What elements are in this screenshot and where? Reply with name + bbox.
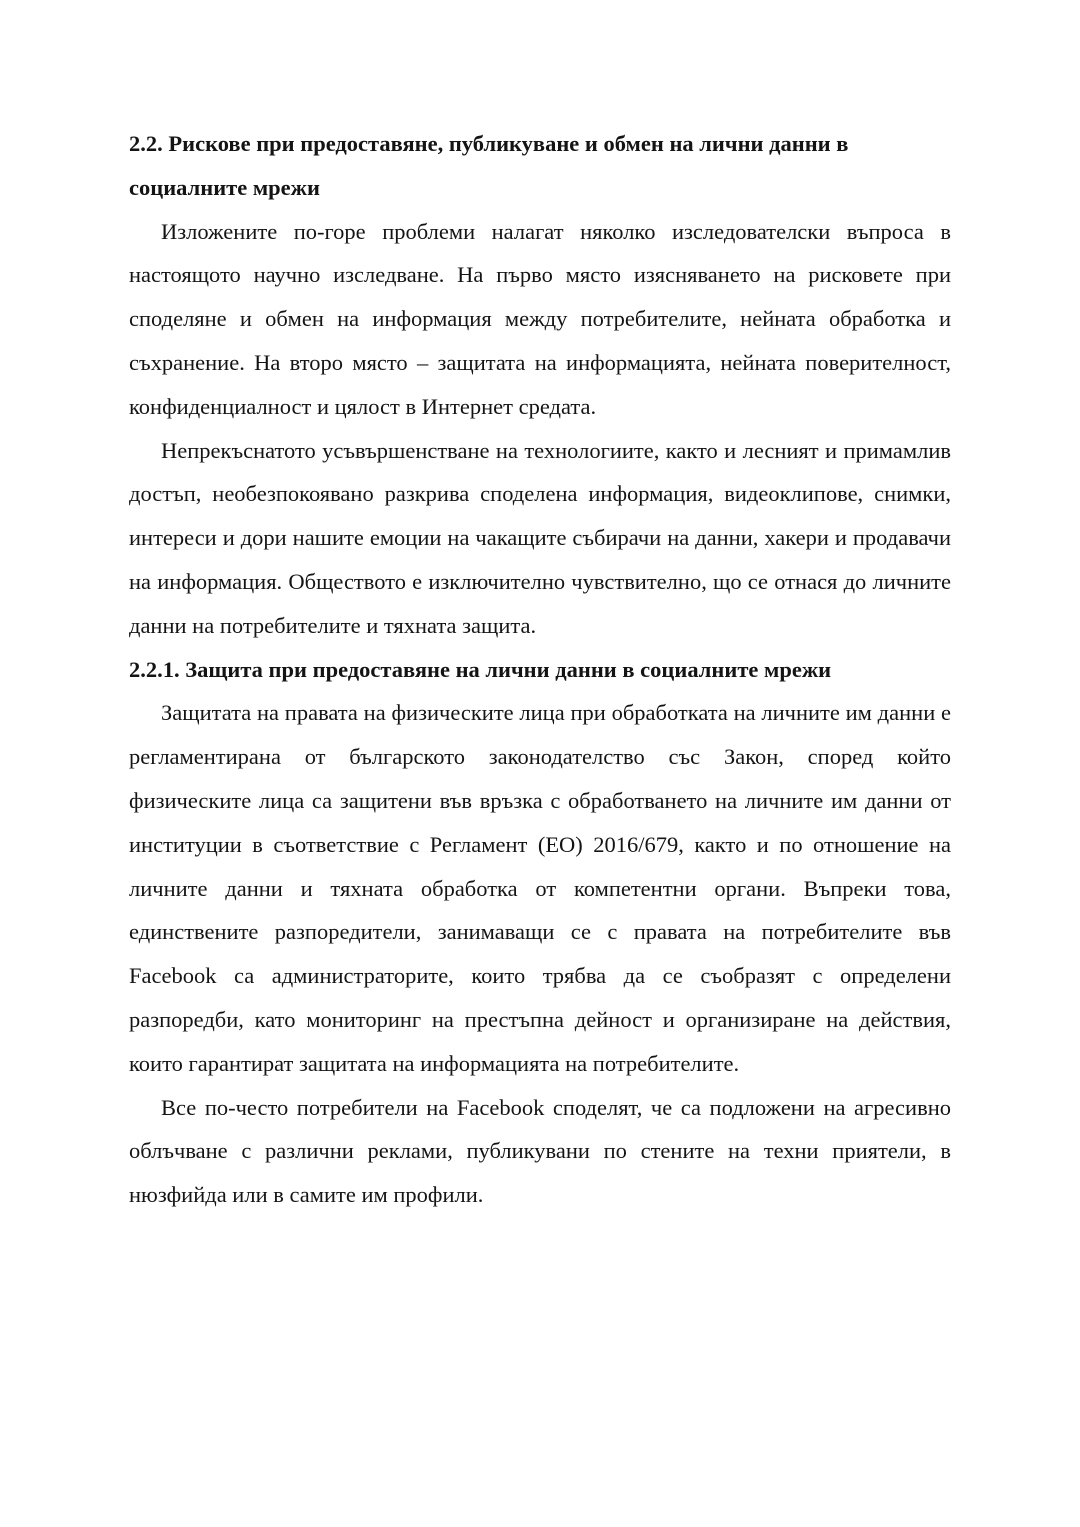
section-heading-2-2: 2.2. Рискове при предоставяне, публикуване и обмен на лични данни в социалните мрежи: [129, 131, 849, 200]
paragraph-legal-protection: Защитата на правата на физическите лица при обработката на личните им данни е регламентирана от българското законодателство със Закон, според който физическите лица са защитени във връзка с обработването на личните им данни от институции в съответствие с Регламент (ЕО) 2016/679, както и по отношение на личните данни и тяхната обработка от компетентни органи. Въпреки това, единствените разпоредители, занимаващи се с правата на потребителите във Facebook са администраторите, които трябва да се съобразят с определени разпоредби, като мониторинг на престъпна дейност и организиране на действия, които гарантират защитата на информацията на потребителите.: [129, 700, 951, 1076]
document-page: [129, 122, 951, 1217]
section-heading-2-2-1: 2.2.1. Защита при предоставяне на лични данни в социалните мрежи: [129, 656, 832, 682]
paragraph-facebook-ads: Все по-често потребители на Facebook споделят, че са подложени на агресивно облъчване с различни реклами, публикувани по стените на техни приятели, в нюзфийда или в самите им профили.: [129, 1094, 951, 1208]
paragraph-technology-access: Непрекъснатото усъвършенстване на технологиите, както и лесният и примамлив достъп, необезпокоявано разкрива споделена информация, видеоклипове, снимки, интереси и дори нашите емоции на чакащите събирачи на данни, хакери и продавачи на информация. Обществото е изключително чувствително, що се отнася до личните данни на потребителите и тяхната защита.: [129, 437, 951, 638]
paragraph-research-questions: Изложените по-горе проблеми налагат няколко изследователски въпроса в настоящото научно изследване. На първо място изясняването на рисковете при споделяне и обмен на информация между потребителите, нейната обработка и съхранение. На второ място – защитата на информацията, нейната поверителност, конфиденциалност и цялост в Интернет средата.: [129, 218, 951, 419]
